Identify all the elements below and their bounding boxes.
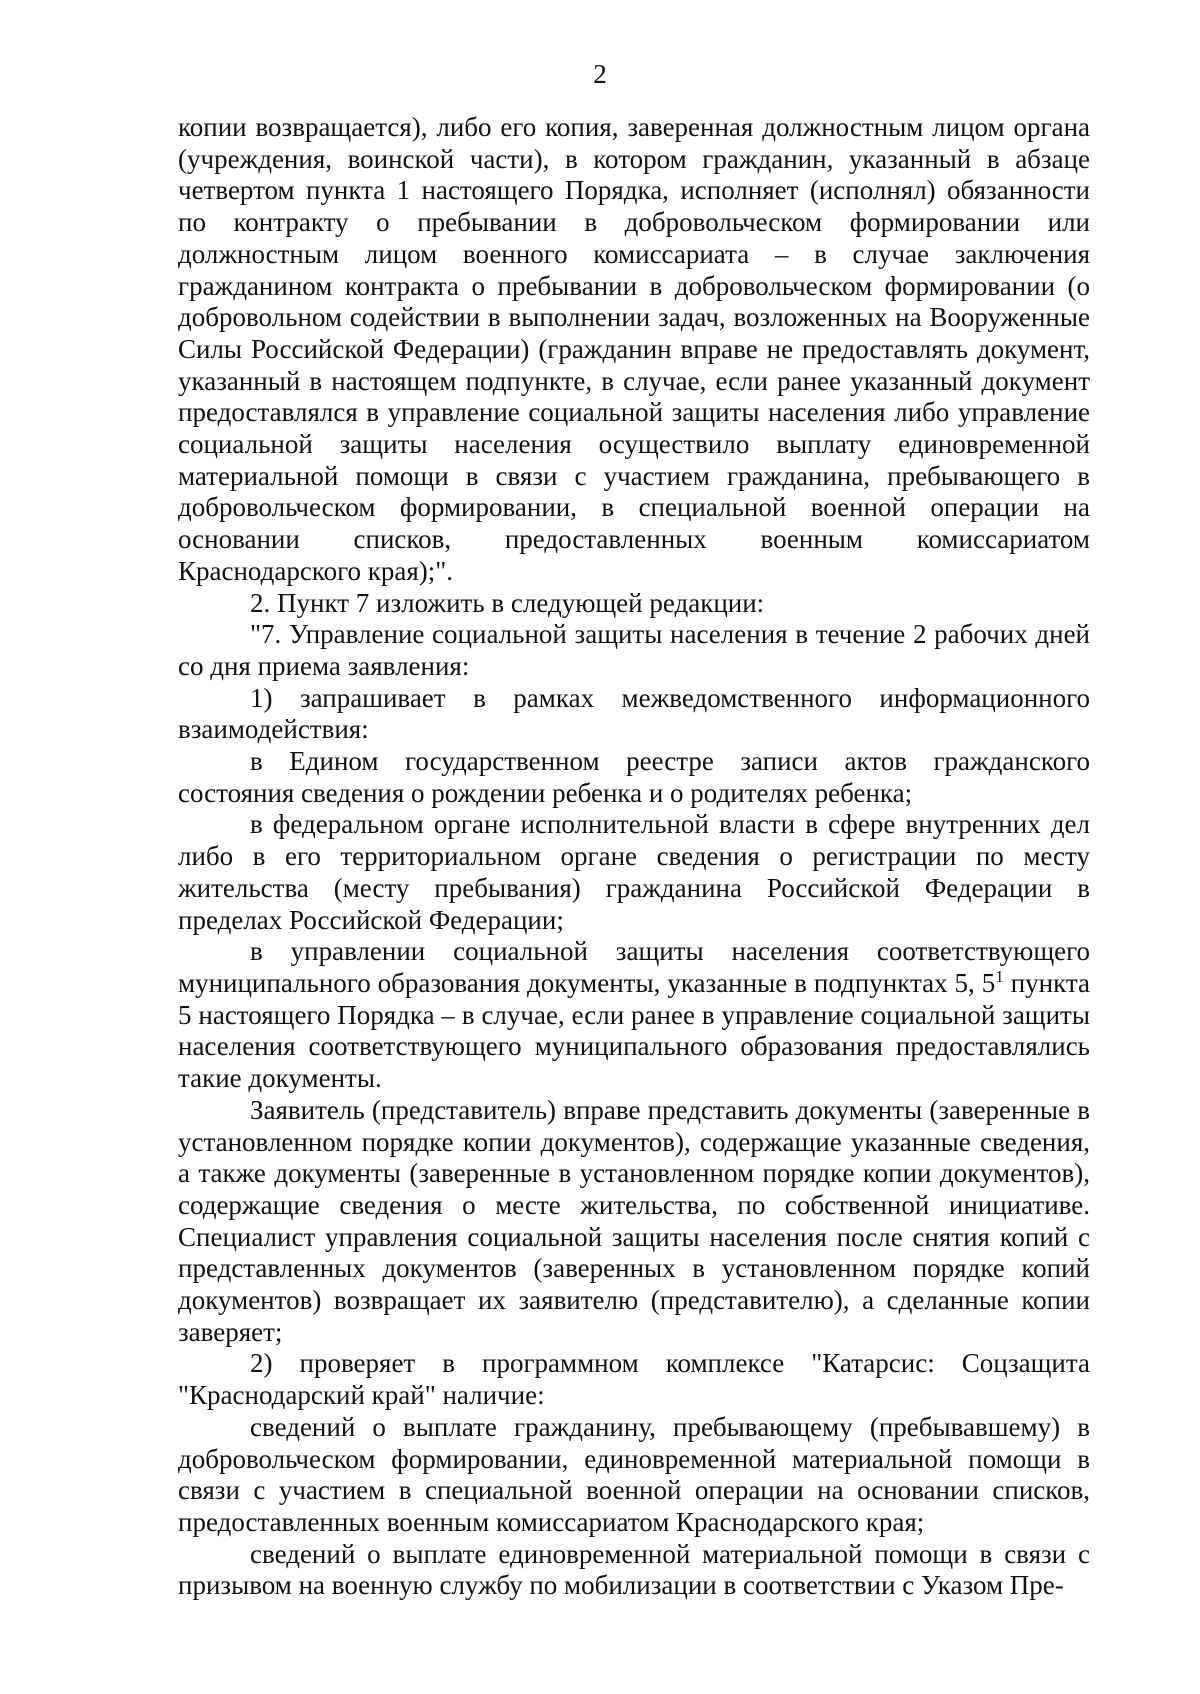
paragraph-7-text-before: в управлении социальной защиты населения соответствующего муниципального образования документы, указанные в подпунктах 5, 5 xyxy=(178,936,1090,998)
paragraph-11: сведений о выплате единовременной материальной помощи в связи с призывом на военную службу по мобилизации в соответствии с Указом Пре- xyxy=(178,1538,1090,1601)
paragraph-7-text-after: пункта 5 настоящего Порядка – в случае, если ранее в управление социальной защиты населения соответствующего муниципального образования предоставлялись такие документы. xyxy=(178,967,1090,1094)
paragraph-7 xyxy=(178,936,1090,1095)
superscript-1: 1 xyxy=(995,966,1004,986)
paragraph-6: в федеральном органе исполнительной власти в сфере внутренних дел либо в его территориальном органе сведения о регистрации по месту жительства (месту пребывания) гражданина Российской Федерации в пределах Российской Федерации; xyxy=(178,809,1090,935)
document-body xyxy=(178,112,1090,1602)
paragraph-5: в Едином государственном реестре записи актов гражданского состояния сведения о рождении ребенка и о родителях ребенка; xyxy=(178,746,1090,808)
paragraph-8: Заявитель (представитель) вправе представить документы (заверенные в установленном порядке копии документов), содержащие указанные сведения, а также документы (заверенные в установленном порядке копии документов), содержащие сведения о месте жительства, по собственной инициативе. Специалист управления социальной защиты населения после снятия копий с представленных документов (заверенных в установленном порядке копий документов) возвращает их заявителю (представителю), а сделанные копии заверяет; xyxy=(178,1094,1090,1347)
paragraph-3: "7. Управление социальной защиты населения в течение 2 рабочих дней со дня приема заявления: xyxy=(178,619,1090,681)
paragraph-1: копии возвращается), либо его копия, заверенная должностным лицом органа (учреждения, воинской части), в котором гражданин, указанный в абзаце четвертом пункта 1 настоящего Порядка, исполняет (исполнял) обязанности по контракту о пребывании в добровольческом формировании или должностным лицом военного комиссариата – в случае заключения гражданином контракта о пребывании в добровольческом формировании (о добровольном содействии в выполнении задач, возложенных на Вооруженные Силы Российской Федерации) (гражданин вправе не предоставлять документ, указанный в настоящем подпункте, в случае, если ранее указанный документ предоставлялся в управление социальной защиты населения либо управление социальной защиты населения осуществило выплату единовременной материальной помощи в связи с участием гражданина, пребывающего в добровольческом формировании, в специальной военной операции на основании списков, предоставленных военным комиссариатом Краснодарского края);". xyxy=(178,112,1090,586)
paragraph-4: 1) запрашивает в рамках межведомственного информационного взаимодействия: xyxy=(178,682,1090,745)
paragraph-2: 2. Пункт 7 изложить в следующей редакции: xyxy=(250,587,765,618)
page-number: 2 xyxy=(593,59,607,89)
paragraph-10: сведений о выплате гражданину, пребывающему (пребывавшему) в добровольческом формировании, единовременной материальной помощи в связи с участием в специальной военной операции на основании списков, предоставленных военным комиссариатом Краснодарского края; xyxy=(178,1411,1090,1537)
paragraph-9: 2) проверяет в программном комплексе "Катарсис: Соцзащита "Краснодарский край" наличие: xyxy=(178,1348,1090,1411)
